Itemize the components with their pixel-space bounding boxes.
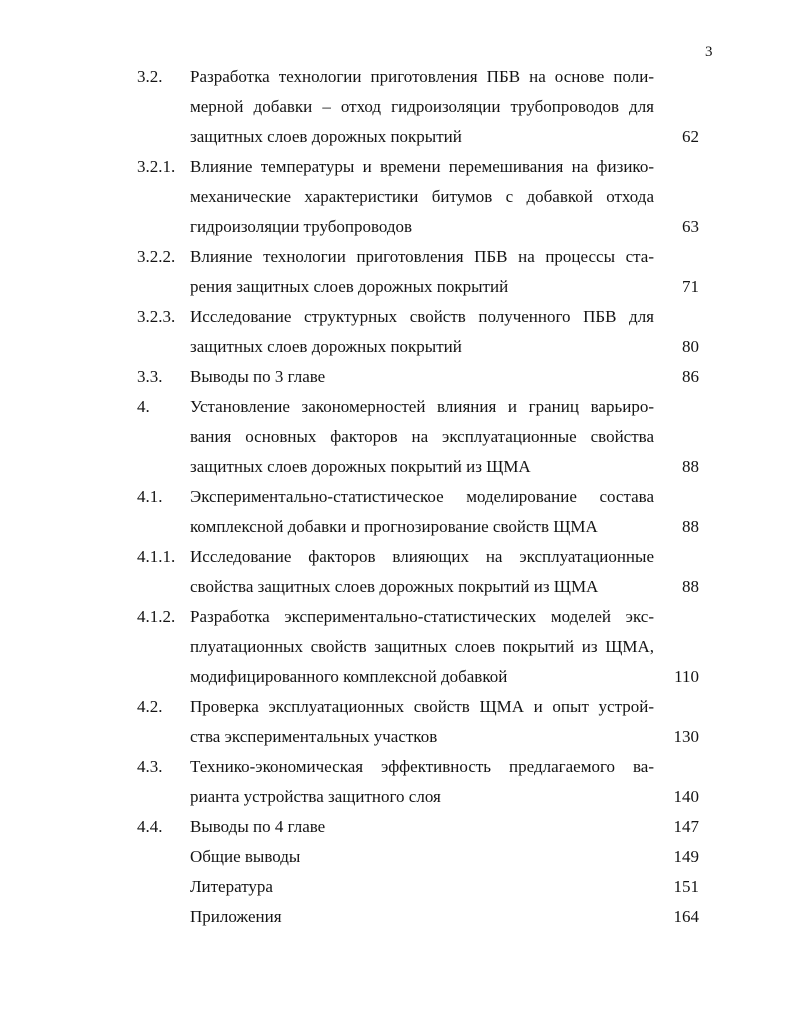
toc-entry-page: 80 — [682, 337, 699, 356]
toc-entry-title — [190, 482, 654, 542]
toc-entry-title — [190, 392, 654, 482]
toc-entry-title-line: Исследование факторов влияющих на эксплуатационные — [190, 547, 654, 566]
toc-entry-title-line: Влияние технологии приготовления ПБВ на процессы ста- — [190, 247, 654, 266]
toc-entry-title-line: защитных слоев дорожных покрытий — [190, 337, 462, 356]
toc-entry-title-line: Влияние температуры и времени перемешивания на физико- — [190, 157, 654, 176]
toc-entry-title-line: Литература — [190, 877, 273, 896]
toc-entry-title — [190, 692, 654, 752]
toc-entry-page: 149 — [673, 847, 699, 866]
toc-entry-title-line: рианта устройства защитного слоя — [190, 787, 441, 806]
toc-entry-number: 4. — [137, 397, 150, 416]
toc-entry-title-line: Установление закономерностей влияния и границ варьиро- — [190, 397, 654, 416]
toc-entry-title-line: Приложения — [190, 907, 282, 926]
toc-entry-title-line: Технико-экономическая эффективность предлагаемого ва- — [190, 757, 654, 776]
toc-entry-page: 151 — [673, 877, 699, 896]
toc-entry-title — [190, 242, 654, 302]
toc-entry-title-line: защитных слоев дорожных покрытий — [190, 127, 462, 146]
toc-entry-title-line: мерной добавки – отход гидроизоляции трубопроводов для — [190, 97, 654, 116]
toc-entry-number: 4.4. — [137, 817, 163, 836]
toc-entry-page: 88 — [682, 577, 699, 596]
toc-entry-number: 3.3. — [137, 367, 163, 386]
toc-entry-title-line: модифицированного комплексной добавкой — [190, 667, 508, 686]
toc-entry-title — [190, 302, 654, 362]
toc-entry-title — [190, 602, 654, 692]
toc-entry-title — [190, 842, 654, 872]
toc-entry-page: 62 — [682, 127, 699, 146]
toc-entry-title-line: ства экспериментальных участков — [190, 727, 438, 746]
toc-entry-title — [190, 902, 654, 932]
toc-entry-page: 88 — [682, 517, 699, 536]
toc-entry-title-line: Разработка экспериментально-статистических моделей экс- — [190, 607, 654, 626]
toc-entry-page: 71 — [682, 277, 699, 296]
toc-entry-number: 3.2.2. — [137, 247, 176, 266]
toc-entry-page: 63 — [682, 217, 699, 236]
toc-entry-number: 4.3. — [137, 757, 163, 776]
toc-entry-title — [190, 542, 654, 602]
page-number: 3 — [705, 44, 713, 60]
toc-entry-title — [190, 62, 654, 152]
toc-entry-number: 3.2.1. — [137, 157, 176, 176]
toc-entry-number: 4.1.2. — [137, 607, 176, 626]
toc-entry-title-line: механические характеристики битумов с добавкой отхода — [190, 187, 654, 206]
toc-entry-title-line: защитных слоев дорожных покрытий из ЩМА — [190, 457, 531, 476]
toc-entry-title-line: Общие выводы — [190, 847, 301, 866]
toc-entry-page: 164 — [673, 907, 699, 926]
toc-entry-number: 4.1.1. — [137, 547, 176, 566]
toc-entry-title-line: Выводы по 4 главе — [190, 817, 326, 836]
toc-entry-title-line: Выводы по 3 главе — [190, 367, 326, 386]
toc-entry-title-line: свойства защитных слоев дорожных покрытий из ЩМА — [190, 577, 599, 596]
toc-entry-number: 3.2.3. — [137, 307, 176, 326]
toc-entry-number: 4.2. — [137, 697, 163, 716]
toc-entry-page: 110 — [674, 667, 699, 686]
toc-entry-title — [190, 812, 654, 842]
toc-entry-title-line: Исследование структурных свойств полученного ПБВ для — [190, 307, 654, 326]
toc-entry-title-line: Разработка технологии приготовления ПБВ на основе поли- — [190, 67, 654, 86]
toc-entry-title — [190, 752, 654, 812]
toc-entry-title-line: комплексной добавки и прогнозирование свойств ЩМА — [190, 517, 598, 536]
toc-entry-title — [190, 872, 654, 902]
toc-entry-page: 130 — [673, 727, 699, 746]
toc-entry-page: 140 — [673, 787, 699, 806]
toc-entry-page: 88 — [682, 457, 699, 476]
toc-entry-title-line: рения защитных слоев дорожных покрытий — [190, 277, 509, 296]
toc-entry-title — [190, 362, 654, 392]
toc-entry-title-line: Проверка эксплуатационных свойств ЩМА и опыт устрой- — [190, 697, 654, 716]
toc-entry-page: 86 — [682, 367, 699, 386]
toc-entry-title-line: Экспериментально-статистическое моделирование состава — [190, 487, 654, 506]
toc-entry-title-line: плуатационных свойств защитных слоев покрытий из ЩМА, — [190, 637, 654, 656]
toc-entry-number: 4.1. — [137, 487, 163, 506]
toc-entry-page: 147 — [673, 817, 699, 836]
toc-entry-title — [190, 152, 654, 242]
toc-entry-number: 3.2. — [137, 67, 163, 86]
toc-entry-title-line: гидроизоляции трубопроводов — [190, 217, 413, 236]
toc-entry-title-line: вания основных факторов на эксплуатационные свойства — [190, 427, 654, 446]
